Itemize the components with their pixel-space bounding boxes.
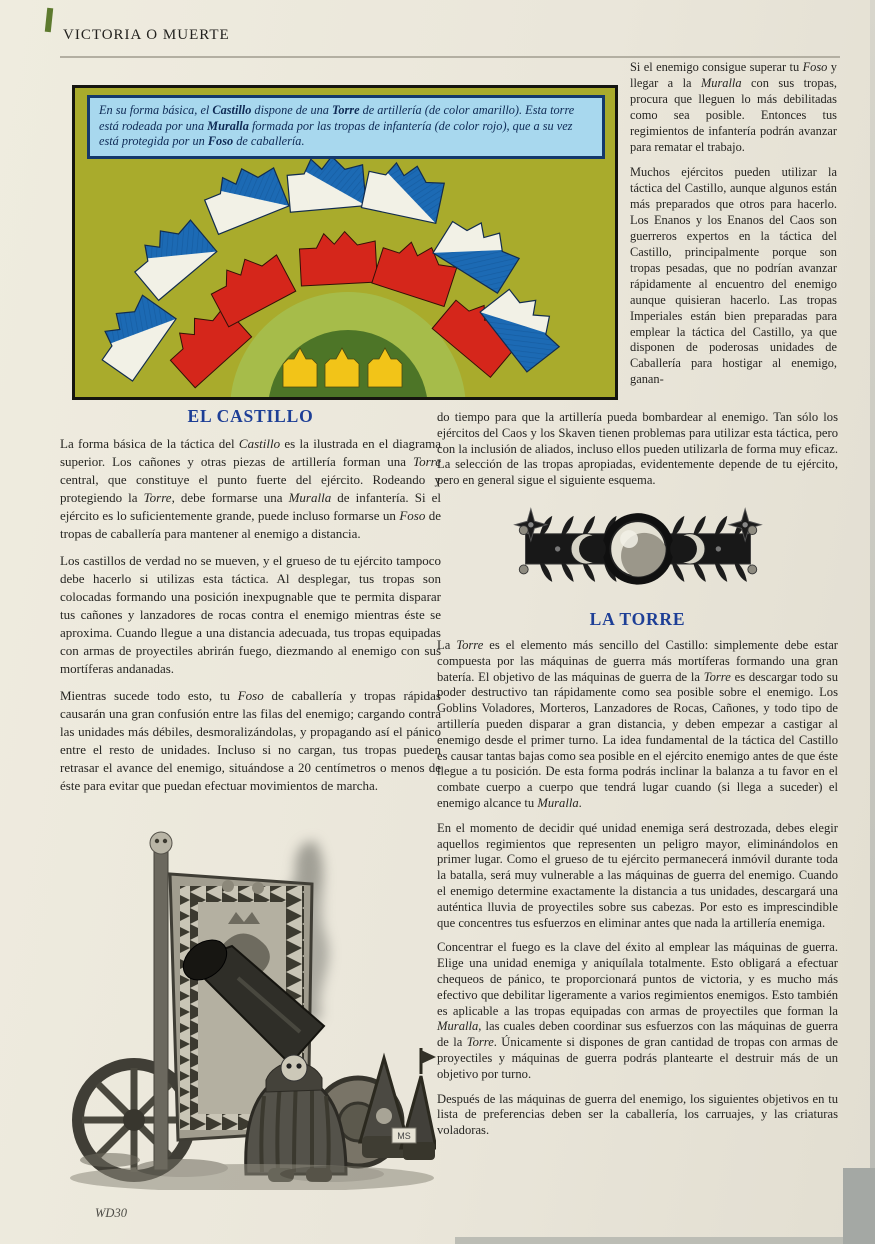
infantry-unit	[299, 230, 378, 286]
ornament-divider	[437, 498, 838, 603]
right-column-wide	[437, 410, 838, 1148]
body-paragraph: Los castillos de verdad no se mueven, y el grueso de tu ejército tampoco debe hacerlo si utilizas esta táctica. Al desplegar, tus tropas son colocadas formando una posición inexpugnable que te permita disparar tus cañones y lanzadores de rocas contra el enemigo mientras éste se aproxima. Cuando llegue a una distancia adecuada, tus tropas equipadas con armas de proyectiles abrirán fuego, diezmando al enemigo con sus mortíferas andanadas.	[60, 553, 441, 676]
body-paragraph: Mientras sucede todo esto, tu Foso de caballería y tropas rápidas causarán una gran confusión entre las filas del enemigo; cargando contra las unidades más débiles, desmoralizándolas, y propagando así el pánico entre el resto de unidades. Incluso si no cargan, tus tropas pueden retrasar el avance del enemigo, situándose a 20 centímetros o menos de éste para evitar que puedan efectuar movimientos de marcha.	[60, 688, 441, 793]
section-heading-la-torre: LA TORRE	[589, 608, 686, 629]
signature-text: MS	[397, 1131, 411, 1141]
scan-edge-artifact	[870, 0, 875, 1244]
illustration-dwarf-artillery	[62, 828, 436, 1190]
cavalry-unit	[359, 154, 449, 225]
scan-edge-artifact	[455, 1237, 875, 1244]
left-column	[60, 406, 441, 804]
header-rule	[60, 56, 840, 58]
scan-corner-artifact	[843, 1168, 875, 1244]
body-paragraph: Concentrar el fuego es la clave del éxito al emplear las máquinas de guerra. Elige una unidad enemiga y aniquílala totalmente. Esto obligará a efectuar chequeos de pánico, te proporcionará puntos de victoria, y es mucho más efectivo que debilitar ligeramente a varios regimientos enemigos. Esto también es aplicable a las tropas equipadas con armas de proyectiles que forman la Muralla, las cuales deben coordinar sus esfuerzos con las máquinas de guerra de la Torre. Únicamente si dispones de gran cantidad de tropas con armas de proyectiles y máquinas de guerra podrás plantearte el destruir más de un objetivo por turno.	[437, 940, 839, 1081]
cavalry-unit	[196, 155, 291, 237]
body-paragraph: En el momento de decidir qué unidad enemiga será destrozada, debes elegir aquellos regimientos que representen un peligro mayor, eliminándolos en primer lugar. Como el grueso de tu ejército permanecerá inmóvil durante toda la batalla, será muy vulnerable a las máquinas de guerra del enemigo. Cuando el enemigo determine exactamente la distancia a tus unidades, descargará una auténtica lluvia de proyectiles sobre sus cabezas. Por esto es imprescindible que concentres tus esfuerzos en eliminar antes que nada la artillería enemiga.	[437, 820, 838, 930]
body-paragraph: Si el enemigo consigue superar tu Foso y llegar a la Muralla con sus tropas, procura que lleguen lo más debilitadas como sea posible. Entonces tus regimientos de infantería podrán avanzar para rematar el trabajo.	[630, 60, 837, 154]
ornament-divider-svg	[490, 498, 786, 598]
castle-tactic-diagram	[72, 85, 618, 400]
section-heading-el-castillo: EL CASTILLO	[187, 406, 314, 426]
body-paragraph: La Torre es el elemento más sencillo del Castillo: simplemente debe estar compuesta por las máquinas de guerra más mortíferas formando una gran batería. El objetivo de las máquinas de guerra de la Torre es descargar todo su poder destructivo tan rápidamente como sea posible sobre el enemigo. Los Goblins Voladores, Morteros, Lanzadores de Rocas, Cañones, y todo tipo de artillería pueden disparar a gran distancia, y deben empezar a castigar al enemigo desde el primer turno. La idea fundamental de la táctica del Castillo es causar tantas bajas como sea posible en el ejército enemigo antes de que éste llegue a tu posición. De esta forma podrás inclinar la balanza a tu favor en el combate cuerpo a cuerpo que tendrá lugar cuando (si llega a suceder) el enemigo alcance tu Muralla.	[437, 637, 839, 810]
cavalry-unit	[87, 286, 179, 384]
diagram-caption: En su forma básica, el Castillo dispone de una Torre de artillería (de color amarillo). Esta torre está rodeada por una Muralla formada por las tropas de infantería (de color rojo), que a su vez está protegida por un Foso de caballería.	[87, 95, 605, 159]
cavalry-unit	[122, 209, 219, 303]
scan-edge-artifact	[45, 8, 53, 32]
dwarf-artillery-svg	[62, 828, 436, 1190]
page-header-title: VICTORIA O MUERTE	[63, 27, 230, 43]
page-number: WD30	[95, 1206, 127, 1220]
body-paragraph: Muchos ejércitos pueden utilizar la táctica del Castillo, aunque algunos están más preparados que otros para hacerlo. Los Enanos y los Enanos del Caos son guerreros expertos en la táctica del Castillo, principalmente porque son tropas pesadas, que no podrían avanzar rápidamente al encuentro del enemigo aunque quisieran hacerlo. Las tropas Imperiales están bien preparadas para emplear la táctica del Castillo, ya que disponen de poderosas unidades de Caballería para hostigar al enemigo, ganan-	[630, 165, 837, 387]
body-paragraph: do tiempo para que la artillería pueda bombardear al enemigo. Tan sólo los ejércitos del Caos y los Skaven tienen problemas para utilizar esta táctica, pero con la inclusión de aliados, incluso ellos pueden utilizarla de forma muy eficaz. La selección de las tropas apropiadas, evidentemente depende de tu ejército, pero en general sigue el siguiente esquema.	[437, 410, 838, 488]
right-column-narrow	[630, 60, 837, 398]
cavalry-unit	[284, 152, 369, 215]
body-paragraph: Después de las máquinas de guerra del enemigo, los siguientes objetivos en tu lista de preferencias deben ser la caballería, los carruajes, y las criaturas voladoras.	[437, 1091, 838, 1138]
artist-signature	[392, 1128, 416, 1143]
body-paragraph: La forma básica de la táctica del Castillo es la ilustrada en el diagrama superior. Los cañones y otras piezas de artillería forman una Torre central, que constituye el punto fuerte del ejército. Rodeando y protegiendo la Torre, debe formarse una Muralla de infantería. Si el ejército es lo suficientemente grande, puede incluso formarse un Foso de tropas de caballería para mantener al enemigo a distancia.	[60, 436, 441, 541]
